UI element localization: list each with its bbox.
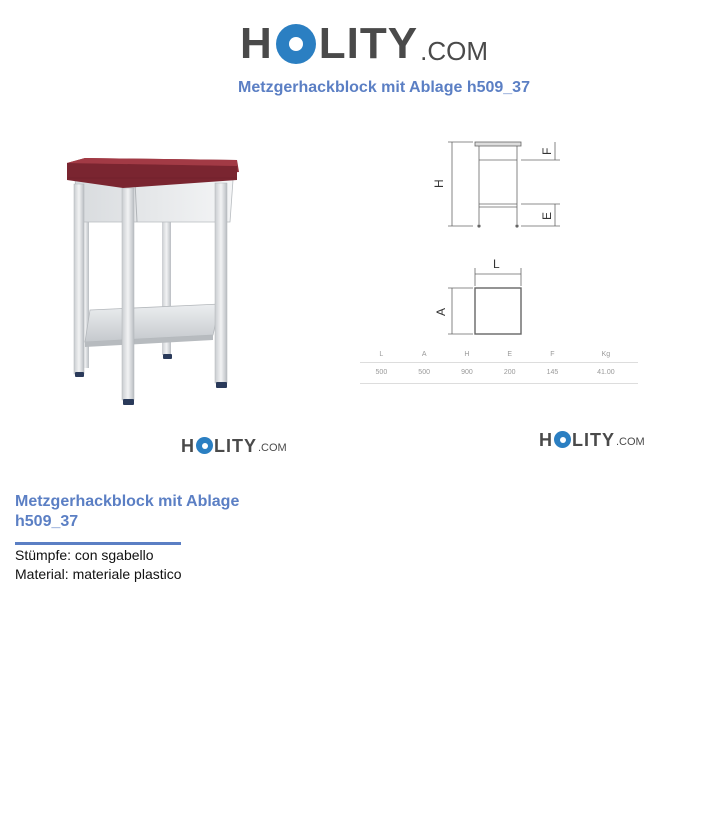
cell-f: 145	[531, 362, 574, 383]
dim-label-a: A	[434, 307, 448, 316]
col-header-l: L	[360, 348, 403, 362]
col-header-kg: Kg	[574, 348, 638, 362]
table-header-row	[360, 348, 638, 362]
logo-letters-lity: LITY	[572, 430, 615, 450]
attribute-value: con sgabello	[74, 547, 154, 563]
logo-letters-lity: LITY	[214, 436, 257, 456]
product-heading: Metzgerhackblock mit Ablage h509_37	[15, 493, 240, 530]
holity-logo[interactable]	[240, 14, 488, 66]
butcher-block-table-image	[55, 150, 255, 415]
attribute-value: materiale plastico	[72, 566, 182, 582]
dim-label-e: E	[540, 211, 554, 220]
attribute-material	[15, 565, 182, 583]
col-header-h: H	[446, 348, 489, 362]
cell-l: 500	[360, 362, 403, 383]
logo-o-mark-icon	[196, 437, 213, 454]
heading-underline	[15, 542, 181, 545]
page-title: Metzgerhackblock mit Ablage h509_37	[238, 79, 530, 96]
attribute-label: Material:	[15, 566, 69, 582]
logo-tld: .COM	[616, 436, 645, 448]
holity-watermark-logo	[181, 437, 287, 455]
technical-drawing	[355, 128, 645, 348]
dim-label-f: F	[540, 147, 554, 155]
dimensions-table	[360, 348, 638, 384]
attribute-stumpfe	[15, 546, 154, 564]
col-header-f: F	[531, 348, 574, 362]
dim-label-h: H	[432, 179, 446, 188]
attribute-label: Stümpfe:	[15, 547, 72, 563]
logo-o-mark-icon	[554, 431, 571, 448]
logo-o-mark-icon	[276, 24, 316, 64]
col-header-a: A	[403, 348, 446, 362]
cell-kg: 41.00	[574, 362, 638, 383]
logo-letters-lity: LITY	[318, 19, 419, 68]
logo-letter-h: H	[181, 436, 195, 456]
logo-letter-h: H	[539, 430, 553, 450]
logo-letter-h: H	[240, 19, 273, 68]
cell-e: 200	[488, 362, 531, 383]
dim-label-l: L	[493, 257, 500, 271]
holity-watermark-logo	[539, 431, 645, 449]
logo-tld: .COM	[420, 36, 488, 66]
table-row	[360, 362, 638, 383]
cell-h: 900	[446, 362, 489, 383]
cell-a: 500	[403, 362, 446, 383]
col-header-e: E	[488, 348, 531, 362]
logo-tld: .COM	[258, 442, 287, 454]
